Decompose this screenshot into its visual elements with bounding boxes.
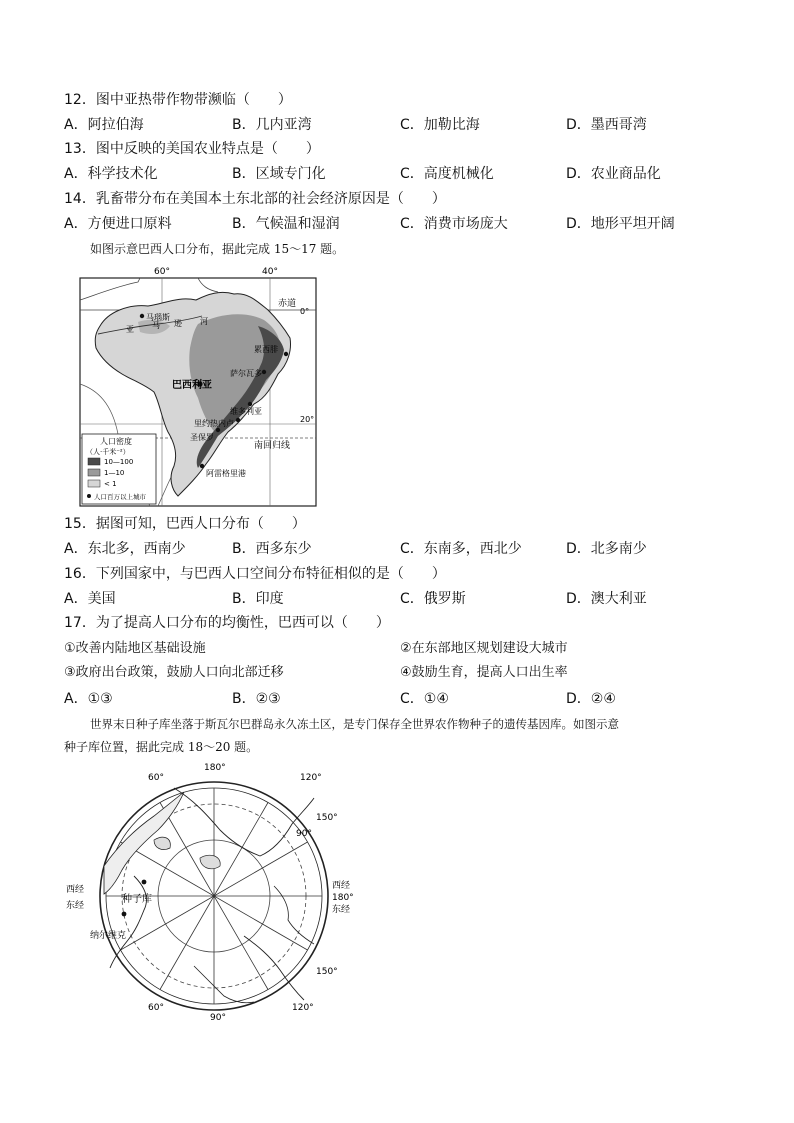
seed-vault-label: 种子库 [122,894,152,905]
lon-40-label: 40° [262,267,278,277]
q16-option-d: D．澳大利亚 [566,591,647,607]
q16-stem: 16．下列国家中，与巴西人口空间分布特征相似的是（ ） [64,566,446,582]
q13-option-d: D．农业商品化 [566,166,661,182]
polar-label-60-bottom: 60° [148,1003,164,1013]
narvik-label: 纳尔维克 [90,931,127,941]
q15-option-d: D．北多南少 [566,541,647,557]
polar-label-150-top: 150° [316,813,338,823]
polar-label-120-top: 120° [300,773,322,783]
polar-east-left: 东经 [66,901,85,911]
polar-deg-right: 180° [332,893,354,903]
q17-option-d: D．②④ [566,691,616,707]
equator-deg-label: 0° [300,307,310,316]
q12-option-a: A．阿拉伯海 [64,117,144,133]
q12-option-c: C．加勒比海 [400,117,480,133]
q13-option-a: A．科学技术化 [64,166,158,182]
q15-option-c: C．东南多，西北少 [400,541,522,557]
place-portoalegre: 阿雷格里港 [206,469,246,478]
q17-statement-1: ①改善内陆地区基础设施 [64,641,206,656]
intro-18-20-line1: 世界末日种子库坐落于斯瓦尔巴群岛永久冻土区，是专门保存全世界农作物种子的遗传基因库。如图示意 [90,717,619,731]
q17-statement-3: ③政府出台政策，鼓励人口向北部迁移 [64,665,284,680]
q14-option-d: D．地形平坦开阔 [566,216,675,232]
q17-option-a: A．①③ [64,691,113,707]
q14-option-c: C．消费市场庞大 [400,216,508,232]
place-ma: 马 [152,321,160,330]
polar-west-left: 西经 [66,885,85,895]
q14-option-b: B．气候温和湿润 [232,216,340,232]
q17-stem: 17．为了提高人口分布的均衡性，巴西可以（ ） [64,615,390,631]
q12-option-d: D．墨西哥湾 [566,117,647,133]
equator-label: 赤道 [278,299,297,309]
q17-statement-4: ④鼓励生育，提高人口出生率 [400,665,568,680]
q16-option-c: C．俄罗斯 [400,591,466,607]
q16-option-a: A．美国 [64,591,116,607]
place-rio: 里约热内卢 [194,419,234,428]
q15-option-a: A．东北多，西南少 [64,541,186,557]
place-salvador: 萨尔瓦多 [230,369,262,378]
polar-east-right: 东经 [332,905,351,915]
tropic-label: 南回归线 [254,441,291,451]
q16-option-b: B．印度 [232,591,284,607]
intro-15-17: 如图示意巴西人口分布，据此完成 15～17 题。 [90,242,345,256]
q14-stem: 14．乳畜带分布在美国本土东北部的社会经济原因是（ ） [64,191,446,207]
legend-item-high: 10—100 [104,458,134,466]
polar-label-top: 180° [204,763,226,773]
polar-seed-vault-map [64,760,364,1022]
legend-item-low: < 1 [104,480,117,488]
q12-option-b: B．几内亚湾 [232,117,312,133]
legend-item-mid: 1—10 [104,469,125,477]
place-brasilia: 巴西利亚 [172,380,212,391]
place-vitoria: 维多利亚 [230,407,262,416]
legend-city: 人口百万以上城市 [94,493,146,501]
intro-18-20-line2: 种子库位置，据此完成 18～20 题。 [64,740,259,754]
q17-option-c: C．①④ [400,691,449,707]
q15-option-b: B．西多东少 [232,541,312,557]
polar-label-150-bottom: 150° [316,967,338,977]
place-he: 河 [200,317,208,326]
polar-west-right: 西经 [332,881,351,891]
place-recife: 累西腓 [254,345,278,354]
place-xun: 逊 [174,319,182,328]
q13-stem: 13．图中反映的美国农业特点是（ ） [64,141,320,157]
q17-option-b: B．②③ [232,691,281,707]
q13-option-c: C．高度机械化 [400,166,494,182]
legend-title: 人口密度 [100,437,132,446]
lon-60-label: 60° [154,267,170,277]
q13-option-b: B．区域专门化 [232,166,326,182]
place-ya: 亚 [126,325,134,334]
q15-stem: 15．据图可知，巴西人口分布（ ） [64,516,306,532]
legend-unit: （人·千米⁻²） [86,448,130,456]
polar-label-90-bottom: 90° [210,1013,226,1022]
q12-stem: 12．图中亚热带作物带濒临（ ） [64,92,292,108]
lat20-label: 20° [300,415,315,424]
brazil-population-map [78,264,318,508]
polar-label-90-right: 90° [296,829,312,839]
place-manaus: 马瑙斯 [146,313,170,322]
polar-label-60-top: 60° [148,773,164,783]
place-saopaulo: 圣保罗 [190,433,214,442]
polar-label-120-bottom: 120° [292,1003,314,1013]
q17-statement-2: ②在东部地区规划建设大城市 [400,641,568,656]
q14-option-a: A．方便进口原料 [64,216,172,232]
